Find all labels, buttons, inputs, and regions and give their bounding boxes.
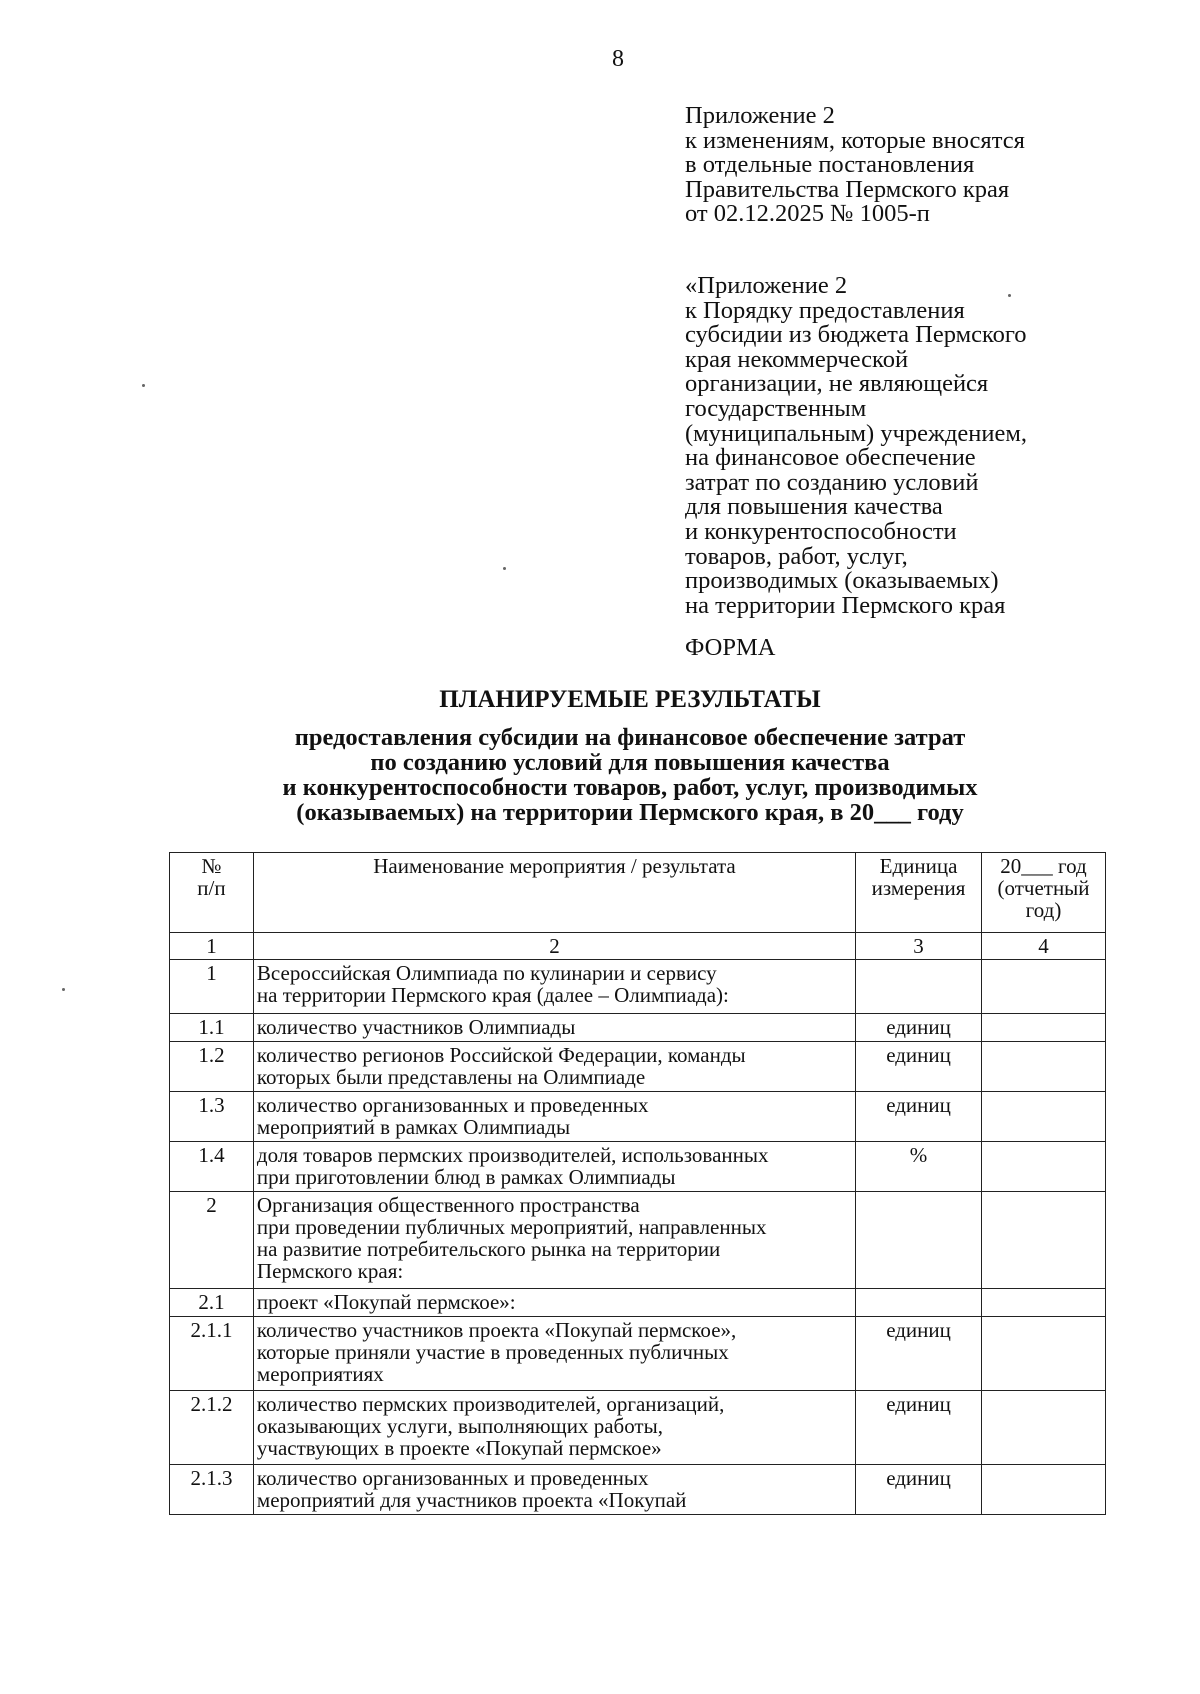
row-number: 2.1.3 — [170, 1465, 254, 1515]
row-name — [253, 1192, 855, 1289]
order-line: государственным — [685, 394, 867, 422]
text-line: проект «Покупай пермское»: — [256, 1290, 516, 1314]
text-line: мероприятиях — [256, 1362, 384, 1386]
header-unit — [856, 853, 982, 933]
row-value — [982, 1289, 1106, 1317]
header-year — [982, 853, 1106, 933]
order-line: субсидии из бюджета Пермского — [685, 321, 1027, 349]
text-line: год) — [1025, 898, 1062, 922]
text-line: измерения — [871, 876, 966, 900]
row-number: 2.1.2 — [170, 1391, 254, 1465]
row-unit: единиц — [856, 1092, 982, 1142]
document-subtitle — [0, 725, 1200, 825]
table-row — [170, 1289, 1106, 1317]
text-line: доля товаров пермских производителей, использованных — [256, 1143, 769, 1167]
appendix-line: от 02.12.2025 № 1005-п — [685, 200, 930, 228]
table-row — [170, 1317, 1106, 1391]
row-name — [253, 1289, 855, 1317]
text-line: которых были представлены на Олимпиаде — [256, 1065, 646, 1089]
row-name — [253, 1391, 855, 1465]
row-value — [982, 960, 1106, 1014]
text-line: при проведении публичных мероприятий, направленных — [256, 1215, 767, 1239]
table-row — [170, 1192, 1106, 1289]
order-line: затрат по созданию условий — [685, 468, 979, 496]
appendix-line: к изменениям, которые вносятся — [685, 126, 1025, 154]
row-name — [253, 960, 855, 1014]
order-line: на финансовое обеспечение — [685, 444, 976, 472]
row-value — [982, 1142, 1106, 1192]
text-line: 20___ год — [1000, 854, 1087, 878]
order-line: к Порядку предоставления — [685, 296, 965, 324]
subtitle-line: по созданию условий для повышения качества — [370, 749, 890, 776]
scan-speck — [142, 384, 145, 387]
text-line: Пермского края: — [256, 1259, 404, 1283]
page-number: 8 — [612, 46, 624, 72]
text-line: количество участников проекта «Покупай пермское», — [256, 1318, 737, 1342]
row-number: 1.1 — [170, 1014, 254, 1042]
order-line: товаров, работ, услуг, — [685, 542, 908, 570]
text-line: количество организованных и проведенных — [256, 1466, 649, 1490]
text-line: которые приняли участие в проведенных публичных — [256, 1340, 729, 1364]
text-line: количество организованных и проведенных — [256, 1093, 649, 1117]
order-line: края некоммерческой — [685, 345, 909, 373]
row-value — [982, 1465, 1106, 1515]
column-number: 2 — [253, 933, 855, 960]
order-line: организации, не являющейся — [685, 370, 989, 398]
scan-speck — [1008, 294, 1011, 297]
row-number: 1.3 — [170, 1092, 254, 1142]
text-line: Организация общественного пространства — [256, 1193, 640, 1217]
row-value — [982, 1014, 1106, 1042]
order-line: «Приложение 2 — [685, 272, 848, 299]
column-numbers-row — [170, 933, 1106, 960]
text-line: при приготовлении блюд в рамках Олимпиады — [256, 1165, 676, 1189]
row-name — [253, 1142, 855, 1192]
header-number — [170, 853, 254, 933]
table-row — [170, 1142, 1106, 1192]
text-line: Всероссийская Олимпиада по кулинарии и сервису — [256, 961, 717, 985]
row-unit: единиц — [856, 1465, 982, 1515]
order-line: на территории Пермского края — [685, 591, 1006, 619]
table-row — [170, 960, 1106, 1014]
text-line: № — [201, 854, 222, 878]
text-line: количество участников Олимпиады — [256, 1015, 576, 1039]
row-unit: % — [856, 1142, 982, 1192]
scan-speck — [62, 988, 65, 991]
order-appendix-header — [685, 274, 1105, 618]
appendix-line: Правительства Пермского края — [685, 175, 1010, 203]
row-value — [982, 1317, 1106, 1391]
row-name — [253, 1317, 855, 1391]
row-number: 1.4 — [170, 1142, 254, 1192]
text-line: Единица — [879, 854, 958, 878]
row-value — [982, 1391, 1106, 1465]
subtitle-line: (оказываемых) на территории Пермского края, в 20___ году — [296, 799, 964, 826]
row-unit: единиц — [856, 1042, 982, 1092]
text-line: на территории Пермского края (далее – Олимпиада): — [256, 983, 729, 1007]
text-line: п/п — [197, 876, 226, 900]
appendix-line: в отдельные постановления — [685, 151, 975, 179]
row-number: 1.2 — [170, 1042, 254, 1092]
row-number: 2 — [170, 1192, 254, 1289]
column-number: 4 — [982, 933, 1106, 960]
row-name — [253, 1042, 855, 1092]
subtitle-line: предоставления субсидии на финансовое обеспечение затрат — [294, 724, 966, 751]
table-row — [170, 1092, 1106, 1142]
column-number: 1 — [170, 933, 254, 960]
text-line: мероприятий в рамках Олимпиады — [256, 1115, 571, 1139]
row-value — [982, 1192, 1106, 1289]
row-unit: единиц — [856, 1014, 982, 1042]
row-unit — [856, 1289, 982, 1317]
text-line: количество пермских производителей, организаций, — [256, 1392, 725, 1416]
appendix-header — [685, 104, 1105, 227]
text-line: мероприятий для участников проекта «Покупай — [256, 1488, 687, 1512]
order-line: для повышения качества — [685, 493, 943, 521]
results-table — [169, 852, 1106, 1515]
row-number: 2.1 — [170, 1289, 254, 1317]
order-line: производимых (оказываемых) — [685, 567, 999, 595]
row-unit — [856, 1192, 982, 1289]
order-line: и конкурентоспособности — [685, 517, 957, 545]
row-number: 1 — [170, 960, 254, 1014]
row-unit — [856, 960, 982, 1014]
order-line: (муниципальным) учреждением, — [685, 419, 1028, 447]
text-line: оказывающих услуги, выполняющих работы, — [256, 1414, 663, 1438]
table-header-row — [170, 853, 1106, 933]
text-line: (отчетный — [997, 876, 1090, 900]
row-name — [253, 1014, 855, 1042]
table-row — [170, 1014, 1106, 1042]
document-title: ПЛАНИРУЕМЫЕ РЕЗУЛЬТАТЫ — [439, 686, 821, 713]
row-value — [982, 1042, 1106, 1092]
text-line: количество регионов Российской Федерации, команды — [256, 1043, 746, 1067]
header-name: Наименование мероприятия / результата — [253, 853, 855, 933]
text-line: участвующих в проекте «Покупай пермское» — [256, 1436, 662, 1460]
row-unit: единиц — [856, 1317, 982, 1391]
appendix-line: Приложение 2 — [685, 102, 835, 129]
row-name — [253, 1465, 855, 1515]
row-value — [982, 1092, 1106, 1142]
subtitle-line: и конкурентоспособности товаров, работ, услуг, производимых — [282, 774, 978, 801]
column-number: 3 — [856, 933, 982, 960]
scan-speck — [503, 567, 506, 570]
table-row — [170, 1042, 1106, 1092]
row-unit: единиц — [856, 1391, 982, 1465]
table-row — [170, 1465, 1106, 1515]
text-line: на развитие потребительского рынка на территории — [256, 1237, 721, 1261]
row-number: 2.1.1 — [170, 1317, 254, 1391]
form-label: ФОРМА — [685, 634, 776, 661]
table-row — [170, 1391, 1106, 1465]
row-name — [253, 1092, 855, 1142]
